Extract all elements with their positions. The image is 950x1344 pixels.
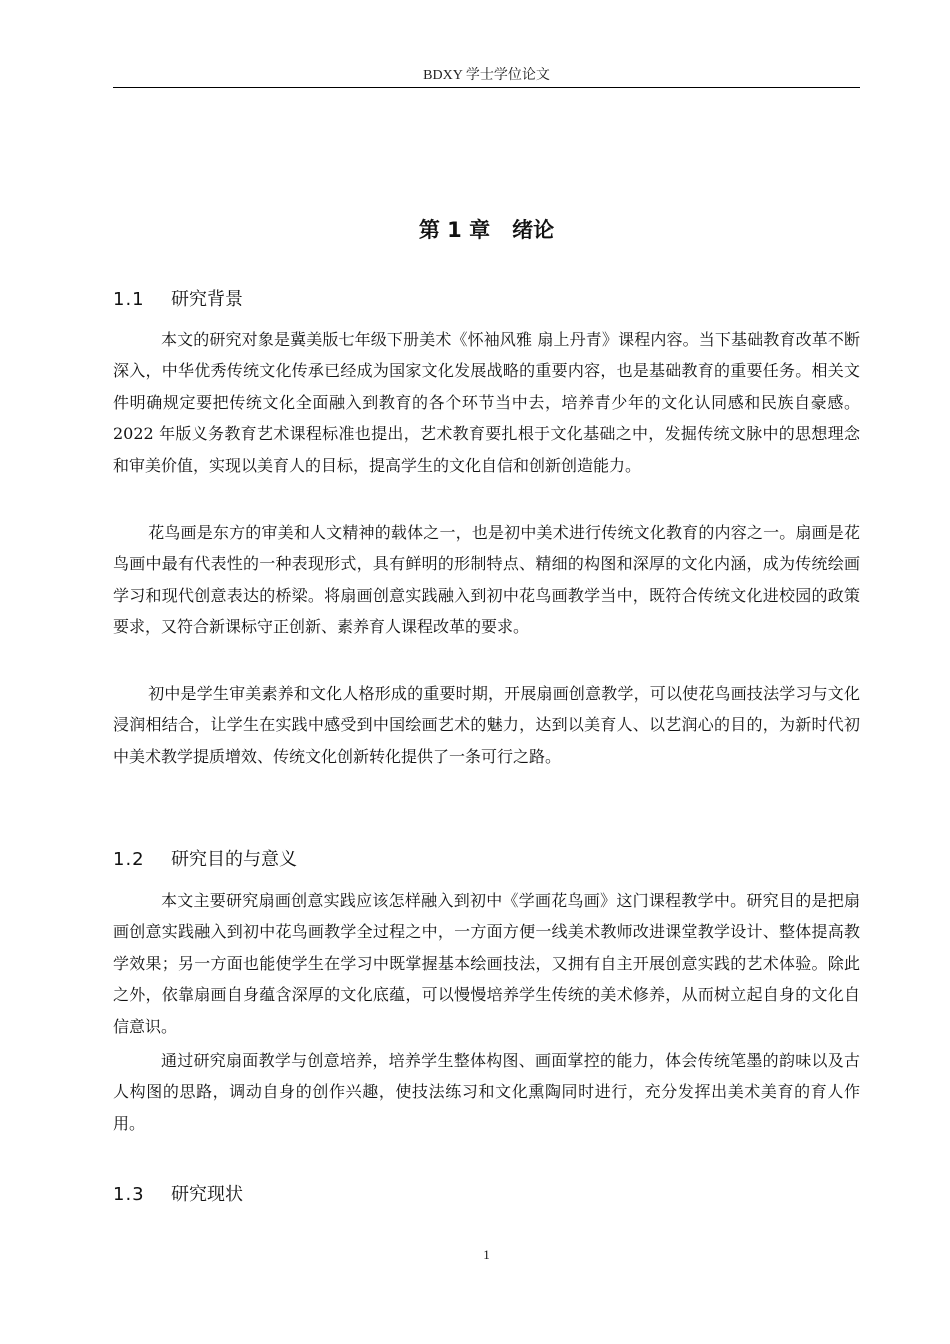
section-heading-1-1 <box>113 286 860 314</box>
paragraph: 本文的研究对象是冀美版七年级下册美术《怀袖风雅 扇上丹青》课程内容。当下基础教育改革不断深入，中华优秀传统文化传承已经成为国家文化发展战略的重要内容，也是基础教育的重要任务。相关文件明确规定要把传统文化全面融入到教育的各个环节当中去，培养青少年的文化认同感和民族自豪感。2022 年版义务教育艺术课程标准也提出，艺术教育要扎根于文化基础之中，发掘传统文脉中的思想理念和审美价值，实现以美育人的目标，提高学生的文化自信和创新创造能力。 <box>113 330 860 475</box>
section-heading-1-2 <box>113 846 860 874</box>
paragraph: 通过研究扇面教学与创意培养，培养学生整体构图、画面掌控的能力，体会传统笔墨的韵味以及古人构图的思路，调动自身的创作兴趣，使技法练习和文化熏陶同时进行，充分发挥出美术美育的育人作用。 <box>113 1051 860 1133</box>
page-number: 1 <box>483 1247 490 1262</box>
section-number: 1.1 <box>113 289 145 310</box>
section-title: 研究背景 <box>171 289 243 310</box>
section-heading-1-3 <box>113 1181 860 1209</box>
section-title: 研究现状 <box>171 1184 243 1205</box>
section-number: 1.3 <box>113 1184 145 1205</box>
chapter-name: 绪论 <box>512 218 555 242</box>
section-number: 1.2 <box>113 849 145 870</box>
paragraph: 花鸟画是东方的审美和人文精神的载体之一，也是初中美术进行传统文化教育的内容之一。扇画是花鸟画中最有代表性的一种表现形式，具有鲜明的形制特点、精细的构图和深厚的文化内涵，成为传统绘画学习和现代创意表达的桥梁。将扇画创意实践融入到初中花鸟画教学当中，既符合传统文化进校园的政策要求，又符合新课标守正创新、素养育人课程改革的要求。 <box>113 523 860 637</box>
header-rule <box>113 87 860 88</box>
running-header: BDXY 学士学位论文 <box>423 68 550 83</box>
section-title: 研究目的与意义 <box>171 849 297 870</box>
chapter-label: 第 1 章 <box>418 218 491 242</box>
paragraph: 本文主要研究扇画创意实践应该怎样融入到初中《学画花鸟画》这门课程教学中。研究目的是把扇画创意实践融入到初中花鸟画教学全过程之中，一方面方便一线美术教师改进课堂教学设计、整体提高教学效果；另一方面也能使学生在学习中既掌握基本绘画技法，又拥有自主开展创意实践的艺术体验。除此之外，依靠扇画自身蕴含深厚的文化底蕴，可以慢慢培养学生传统的美术修养，从而树立起自身的文化自信意识。 <box>113 891 860 1036</box>
chapter-title <box>113 212 860 248</box>
paragraph: 初中是学生审美素养和文化人格形成的重要时期，开展扇画创意教学，可以使花鸟画技法学习与文化浸润相结合，让学生在实践中感受到中国绘画艺术的魅力，达到以美育人、以艺润心的目的，为新时代初中美术教学提质增效、传统文化创新转化提供了一条可行之路。 <box>113 684 860 766</box>
